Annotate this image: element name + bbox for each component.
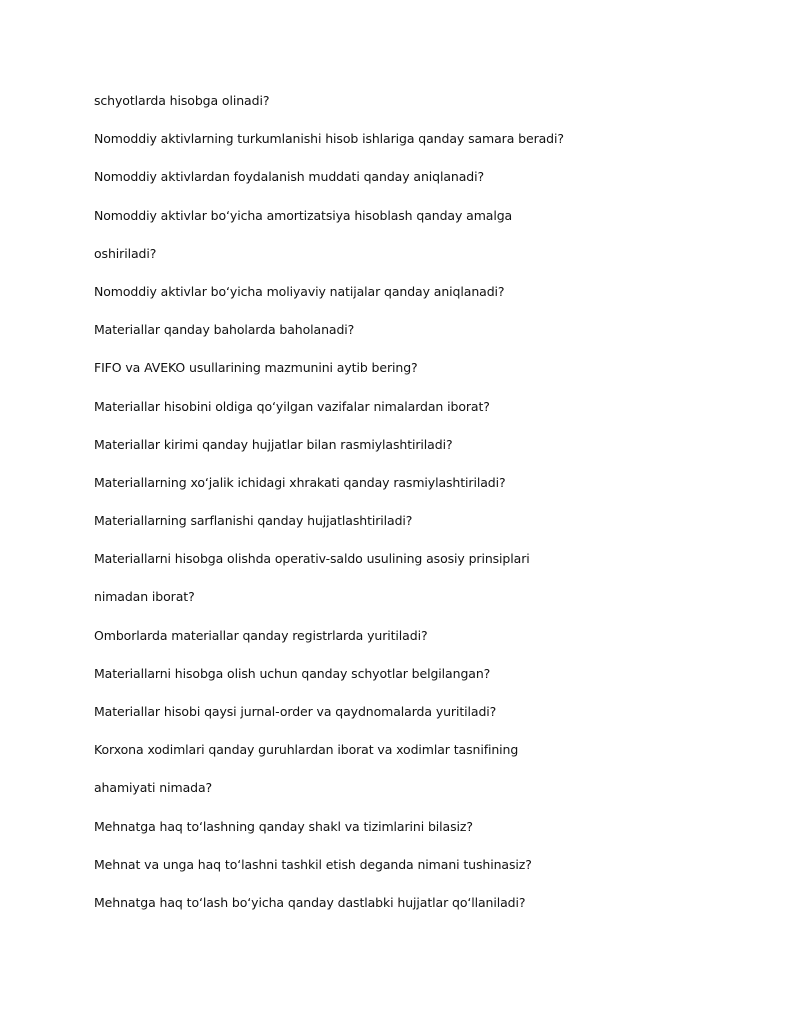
text-line: Korxona xodimlari qanday guruhlardan iborat va xodimlar tasnifining — [94, 742, 519, 758]
text-line: FIFO va AVEKO usullarining mazmunini aytib bering? — [94, 360, 418, 376]
text-line: Mehnatga haq to‘lash bo‘yicha qanday dastlabki hujjatlar qo‘llaniladi? — [94, 894, 526, 910]
text-line: Nomoddiy aktivlar bo‘yicha amortizatsiya hisoblash qanday amalga — [94, 207, 513, 223]
text-line: Mehnat va unga haq to‘lashni tashkil etish deganda nimani tushinasiz? — [94, 856, 532, 872]
text-line: Materiallarni hisobga olishda operativ-saldo usulining asosiy prinsiplari — [94, 551, 530, 567]
text-line: Nomoddiy aktivlarning turkumlanishi hisob ishlariga qanday samara beradi? — [94, 131, 564, 147]
text-line: Omborlarda materiallar qanday registrlarda yuritiladi? — [94, 627, 428, 643]
text-line: ahamiyati nimada? — [94, 780, 213, 796]
question-list — [94, 91, 754, 931]
text-line: Mehnatga haq to‘lashning qanday shakl va tizimlarini bilasiz? — [94, 818, 473, 834]
text-line: Materiallar kirimi qanday hujjatlar bilan rasmiylashtiriladi? — [94, 436, 453, 452]
text-line: schyotlarda hisobga olinadi? — [94, 93, 270, 108]
text-line: Materiallarning xo‘jalik ichidagi xhrakati qanday rasmiylashtiriladi? — [94, 474, 506, 490]
text-line: oshiriladi? — [94, 245, 157, 261]
text-line: Nomoddiy aktivlar bo‘yicha moliyaviy natijalar qanday aniqlanadi? — [94, 283, 505, 299]
text-line: Materiallarni hisobga olish uchun qanday schyotlar belgilangan? — [94, 665, 491, 681]
text-line: Materiallarning sarflanishi qanday hujjatlashtiriladi? — [94, 513, 413, 529]
text-line: Materiallar hisobini oldiga qo‘yilgan vazifalar nimalardan iborat? — [94, 398, 490, 414]
text-line: nimadan iborat? — [94, 589, 195, 605]
text-line: Materiallar hisobi qaysi jurnal-order va qaydnomalarda yuritiladi? — [94, 704, 497, 719]
text-line: Nomoddiy aktivlardan foydalanish muddati qanday aniqlanadi? — [94, 169, 485, 185]
text-line: Materiallar qanday baholarda baholanadi? — [94, 322, 355, 338]
